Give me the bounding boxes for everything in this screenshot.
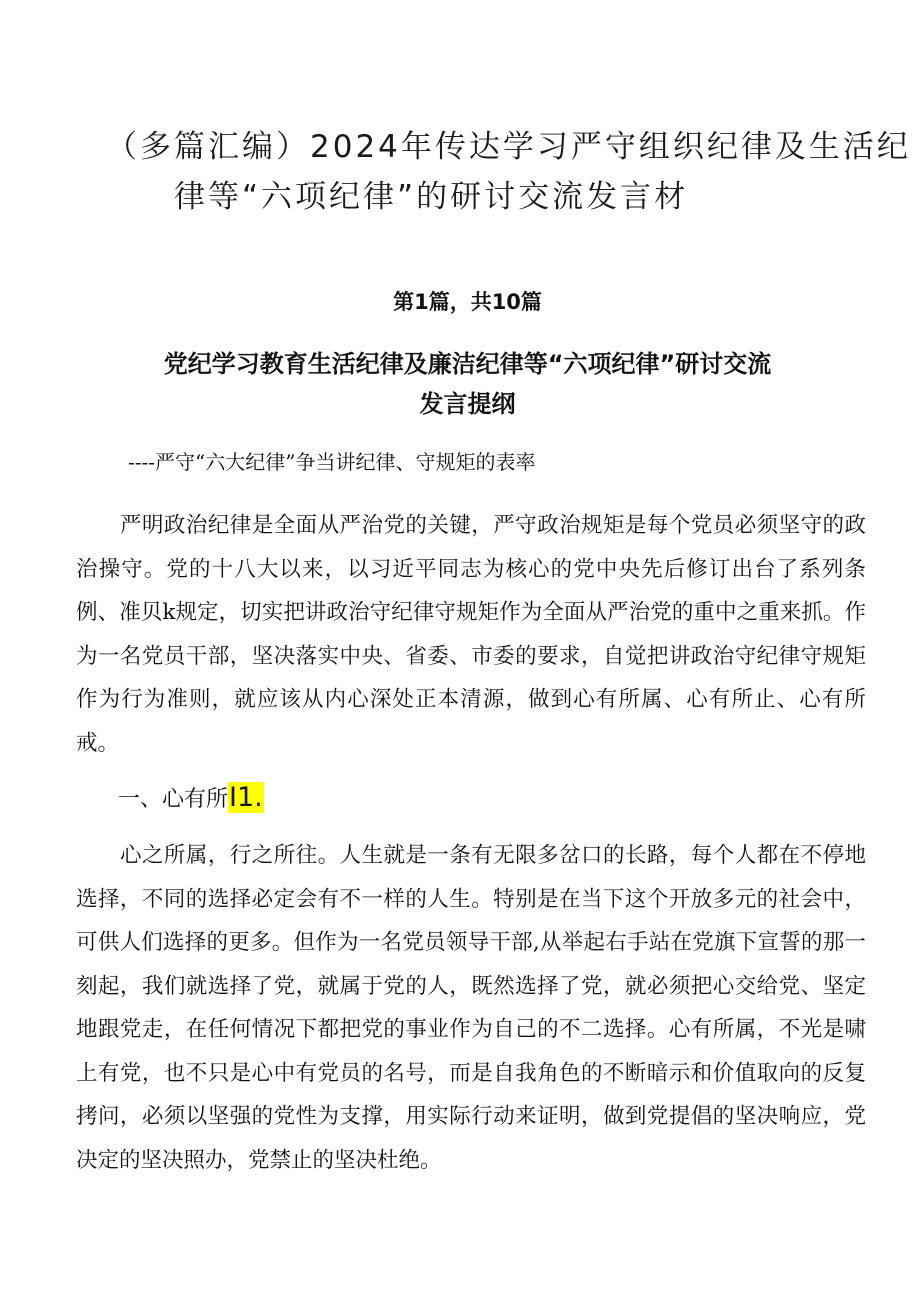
document-title-line-2: 律等“六项纪律”的研讨交流发言材 [174,179,689,215]
section-heading-1 [118,776,264,822]
article-title-line-2: 发言提纲 [419,390,516,418]
part-label: 第1篇，共10篇 [393,290,542,314]
paragraph-intro: 严明政治纪律是全面从严治党的关键，严守政治规矩是每个党员必须坚守的政治操守。党的十八大以来，以习近平同志为核心的党中央先后修订出台了系列条例、准贝k规定，切实把讲政治守纪律守规矩作为全面从严治党的重中之重来抓。作为一名党员干部，坚决落实中央、省委、市委的要求，自觉把讲政治守纪律守规矩作为行为准则，就应该从内心深处正本清源，做到心有所属、心有所止、心有所戒。 [76,513,866,756]
highlighted-text: I1. [229,782,263,813]
document-title-line-1: （多篇汇编）2024年传达学习严守组织纪律及生活纪 [106,129,911,165]
article-title [100,344,835,424]
section-heading-text: 一、心有所 [118,787,229,812]
article-subtitle: ----严守“六大纪律”争当讲纪律、守规矩的表率 [128,450,536,474]
article-title-line-1: 党纪学习教育生活纪律及廉洁纪律等“六项纪律”研讨交流 [163,350,772,378]
paragraph-section-1: 心之所属，行之所往。人生就是一条有无限多岔口的长路，每个人都在不停地选择，不同的选择必定会有不一样的人生。特别是在当下这个开放多元的社会中，可供人们选择的更多。但作为一名党员领导干部,从举起右手站在党旗下宣誓的那一刻起，我们就选择了党，就属于党的人，既然选择了党，就必须把心交给党、坚定地跟党走，在任何情况下都把党的事业作为自己的不二选择。心有所属，不光是啸上有党，也不只是心中有党员的名号，而是自我角色的不断暗示和价值取向的反复拷问，必须以坚强的党性为支撑，用实际行动来证明，做到党提倡的坚决响应，党决定的坚决照办，党禁止的坚决杜绝。 [76,843,866,1173]
document-title [90,122,911,222]
